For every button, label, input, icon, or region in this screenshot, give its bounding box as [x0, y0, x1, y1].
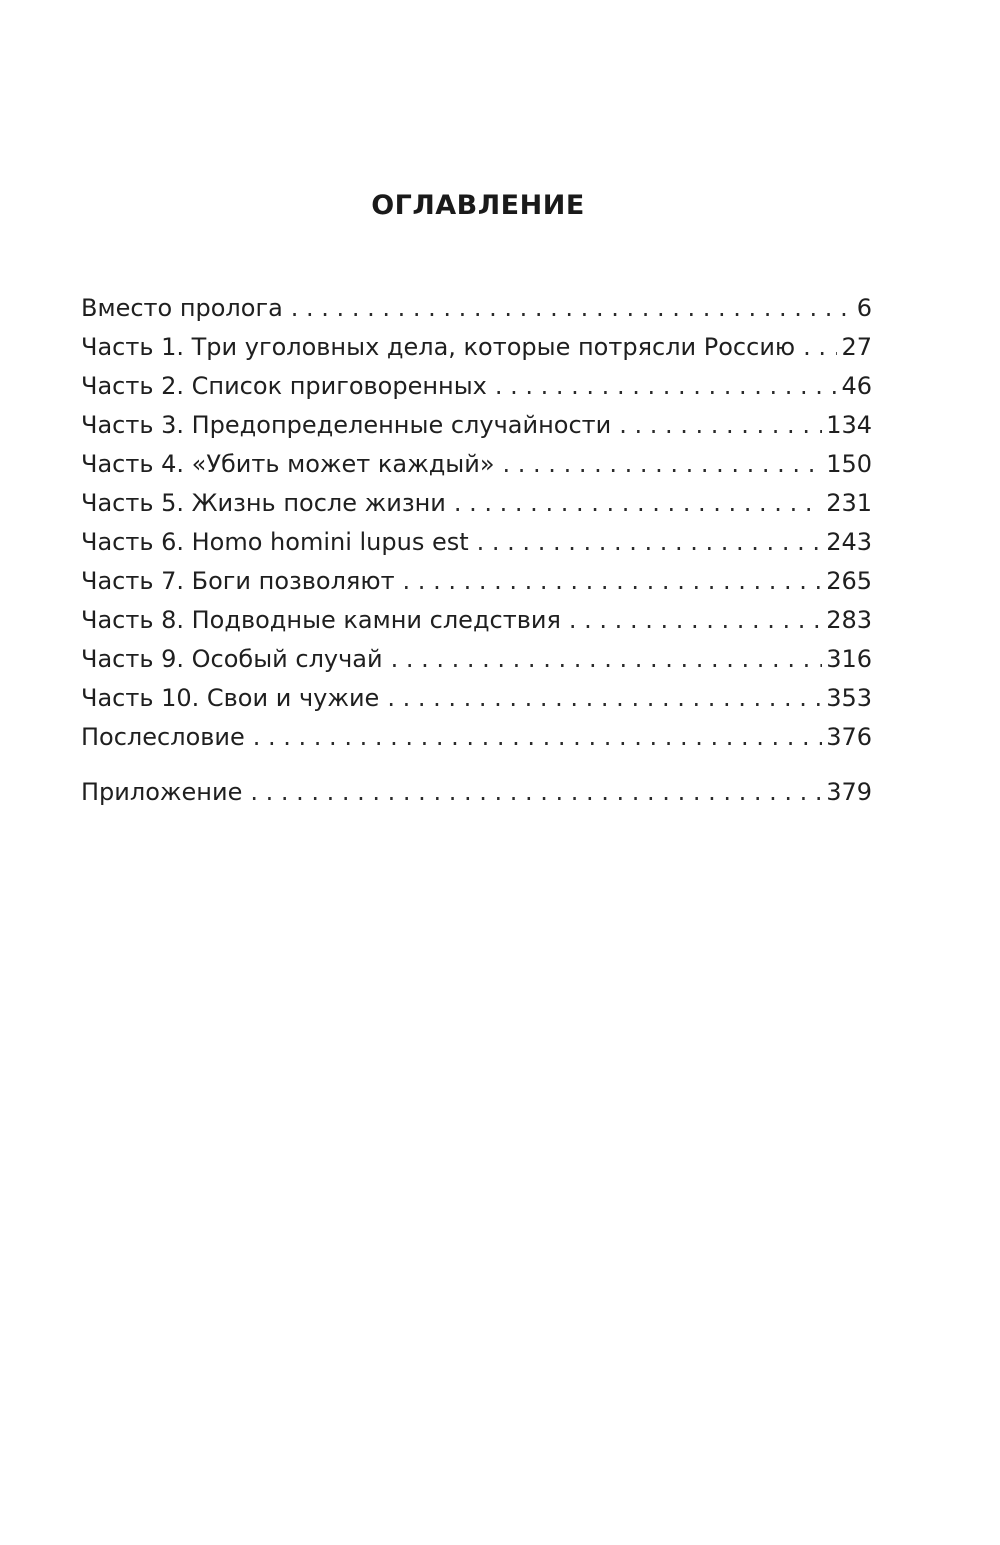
toc-entry-part-5	[81, 484, 872, 523]
toc-entry-appendix	[81, 773, 872, 812]
dot-leader	[803, 328, 837, 367]
dot-leader	[253, 718, 822, 757]
toc-entry-page: 231	[826, 489, 872, 517]
toc-entry-label: Часть 7. Боги позволяют	[81, 567, 395, 595]
toc-entry-label: Часть 6. Homo homini lupus est	[81, 528, 469, 556]
dot-leader	[569, 601, 822, 640]
toc-entry-label: Часть 5. Жизнь после жизни	[81, 489, 446, 517]
toc-entry-page: 243	[826, 528, 872, 556]
toc-entry-label: Часть 9. Особый случай	[81, 645, 383, 673]
toc-entry-page: 379	[826, 778, 872, 806]
toc-entry-part-7	[81, 562, 872, 601]
toc-entry-page: 46	[841, 372, 872, 400]
toc-entry-page: 353	[826, 684, 872, 712]
dot-leader	[503, 445, 823, 484]
dot-leader	[387, 679, 822, 718]
toc-entry-label: Часть 8. Подводные камни следствия	[81, 606, 561, 634]
toc-entry-label: Послесловие	[81, 723, 245, 751]
toc-entry-page: 150	[826, 450, 872, 478]
toc-entry-part-9	[81, 640, 872, 679]
table-of-contents	[81, 289, 872, 812]
dot-leader	[454, 484, 822, 523]
dot-leader	[391, 640, 823, 679]
toc-entry-page: 376	[826, 723, 872, 751]
toc-entry-page: 316	[826, 645, 872, 673]
dot-leader	[403, 562, 823, 601]
toc-entry-part-6	[81, 523, 872, 562]
toc-entry-label: Часть 3. Предопределенные случайности	[81, 411, 612, 439]
dot-leader	[477, 523, 823, 562]
dot-leader	[250, 773, 822, 812]
toc-entry-label: Часть 4. «Убить может каждый»	[81, 450, 495, 478]
toc-entry-label: Часть 2. Список приговоренных	[81, 372, 487, 400]
toc-entry-part-8	[81, 601, 872, 640]
toc-entry-label: Приложение	[81, 778, 243, 806]
toc-entry-epilogue	[81, 718, 872, 757]
toc-entry-label: Часть 1. Три уголовных дела, которые потрясли Россию	[81, 333, 796, 361]
toc-entry-label: Вместо пролога	[81, 294, 283, 322]
toc-entry-prologue	[81, 289, 872, 328]
toc-entry-part-4	[81, 445, 872, 484]
toc-entry-part-1	[81, 328, 872, 367]
page-title: ОГЛАВЛЕНИЕ	[371, 190, 585, 221]
toc-entry-part-10	[81, 679, 872, 718]
toc-entry-page: 283	[826, 606, 872, 634]
toc-entry-label: Часть 10. Свои и чужие	[81, 684, 380, 712]
toc-entry-page: 6	[856, 294, 872, 322]
toc-entry-page: 27	[841, 333, 872, 361]
toc-entry-page: 265	[826, 567, 872, 595]
dot-leader	[495, 367, 838, 406]
dot-leader	[619, 406, 822, 445]
toc-entry-part-3	[81, 406, 872, 445]
toc-entry-part-2	[81, 367, 872, 406]
dot-leader	[291, 289, 853, 328]
toc-entry-page: 134	[826, 411, 872, 439]
